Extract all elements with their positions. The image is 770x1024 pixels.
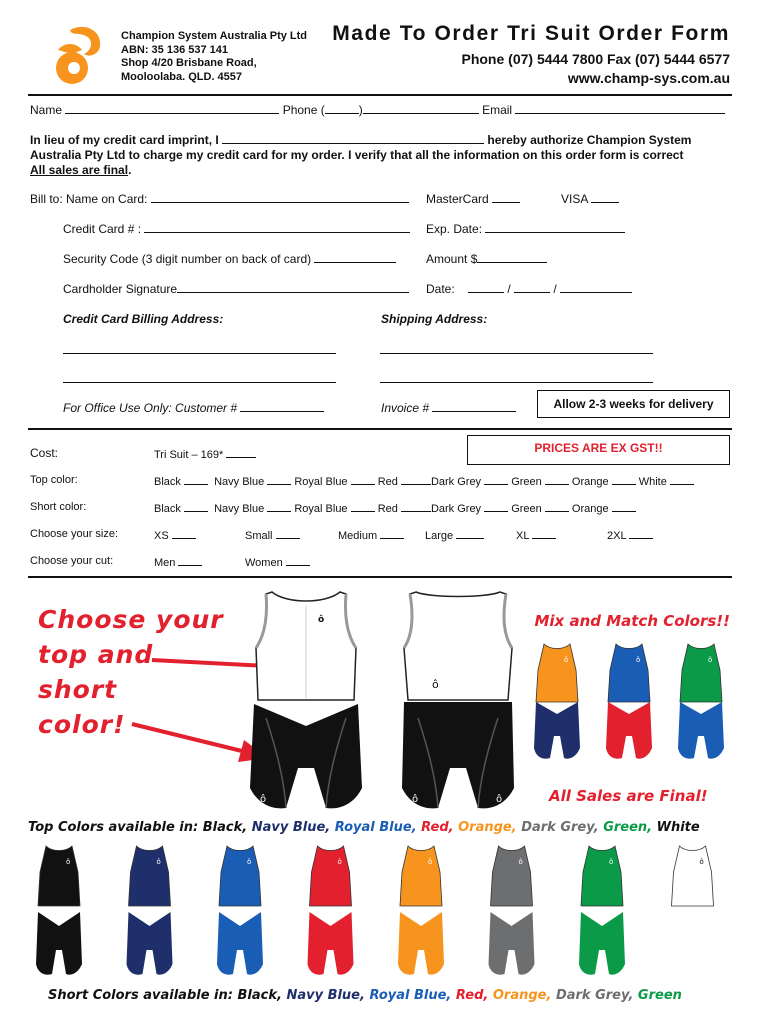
top-color-orange-label: Orange (571, 476, 609, 488)
credit-card-field[interactable] (144, 222, 410, 233)
top-color-black-field[interactable] (184, 474, 208, 485)
suit-swatch-6 (579, 846, 625, 975)
billing-address-label: Credit Card Billing Address: (63, 312, 224, 326)
tri-suit-front-image (236, 588, 376, 816)
suit-swatch-1 (127, 846, 173, 975)
short-color-name-3: Red, (455, 988, 493, 1003)
size-xl-label: XL (516, 530, 530, 542)
top-color-white-field[interactable] (670, 474, 694, 485)
short-color-darkgrey-field[interactable] (484, 501, 508, 512)
choose-line-1: Choose your (38, 605, 224, 634)
auth-final: All sales are final (30, 163, 129, 177)
customer-number-field[interactable] (240, 401, 324, 412)
size-xs-label: XS (154, 530, 169, 542)
short-color-royal-field[interactable] (351, 501, 375, 512)
cut-women-field[interactable] (286, 555, 310, 566)
size-small-label: Small (245, 530, 273, 542)
size-xs-field[interactable] (172, 528, 196, 539)
phone-number-field[interactable] (363, 103, 479, 114)
short-color-navy-field[interactable] (267, 501, 291, 512)
name-field[interactable] (65, 103, 279, 114)
mastercard-label: MasterCard (426, 192, 489, 206)
choose-line-3: short (38, 675, 118, 704)
exp-date-label: Exp. Date: (426, 222, 483, 236)
suit-swatch-4 (398, 846, 444, 975)
bottom-divider (28, 576, 732, 578)
size-small-field[interactable] (276, 528, 300, 539)
short-color-red-label: Red (377, 503, 398, 515)
short-color-green-field[interactable] (545, 501, 569, 512)
svg-text:ô: ô (247, 858, 252, 866)
invoice-label: Invoice # (381, 401, 430, 415)
invoice-field[interactable] (432, 401, 516, 412)
auth-prefix: In lieu of my credit card imprint, I (30, 133, 219, 147)
date-year-field[interactable] (560, 282, 632, 293)
svg-text:ô: ô (412, 794, 419, 805)
security-code-label: Security Code (3 digit number on back of card) (63, 252, 312, 266)
short-colors-list (237, 988, 681, 1003)
top-color-name-6: Green, (603, 820, 657, 835)
tri-suit-price: Tri Suit – 169* (154, 449, 224, 461)
short-color-orange-label: Orange (571, 503, 609, 515)
header-divider (28, 94, 732, 96)
date-sep-1: / (507, 282, 511, 296)
signature-field[interactable] (177, 282, 409, 293)
short-color-name-2: Royal Blue, (369, 988, 456, 1003)
top-color-name-5: Dark Grey, (521, 820, 604, 835)
suit-swatch-7 (672, 846, 714, 906)
top-color-name-1: Navy Blue, (251, 820, 335, 835)
suit-swatch-2 (217, 846, 263, 975)
svg-text:ô: ô (699, 858, 704, 866)
top-color-orange-field[interactable] (612, 474, 636, 485)
short-colors-available (48, 988, 682, 1003)
short-color-orange-field[interactable] (612, 501, 636, 512)
svg-text:ô: ô (66, 858, 71, 866)
size-large-label: Large (425, 530, 454, 542)
top-color-name-4: Orange, (458, 820, 522, 835)
signature-label: Cardholder Signature (63, 282, 178, 296)
phone-paren: ) (358, 103, 363, 117)
svg-text:ô: ô (318, 615, 325, 625)
amount-label: Amount $ (426, 252, 478, 266)
short-color-label: Short color: (30, 501, 87, 513)
svg-text:ô: ô (708, 656, 713, 664)
short-color-navy-label: Navy Blue (214, 503, 265, 515)
prices-note-box (467, 435, 730, 465)
size-medium-label: Medium (338, 530, 378, 542)
top-color-label: Top color: (30, 474, 78, 486)
delivery-note: Allow 2-3 weeks for delivery (553, 397, 714, 411)
size-medium-field[interactable] (380, 528, 404, 539)
top-color-navy-field[interactable] (267, 474, 291, 485)
all-sales-final-text: All Sales are Final! (549, 787, 708, 805)
top-color-swatches (28, 842, 740, 982)
top-color-royal-label: Royal Blue (294, 476, 348, 488)
suit-swatch-3 (308, 846, 354, 975)
top-color-darkgrey-label: Dark Grey (430, 476, 482, 488)
name-on-card-field[interactable] (151, 192, 409, 203)
size-large-field[interactable] (456, 528, 484, 539)
contact-website: www.champ-sys.com.au (567, 70, 730, 86)
date-label: Date: (426, 282, 455, 296)
company-name: Champion System Australia Pty Ltd (121, 30, 308, 42)
email-field[interactable] (515, 103, 725, 114)
shipping-address-line1[interactable] (380, 353, 653, 354)
shipping-address-line2[interactable] (380, 382, 653, 383)
short-color-name-0: Black, (237, 988, 287, 1003)
cut-men-field[interactable] (178, 555, 202, 566)
svg-text:ô: ô (337, 858, 342, 866)
name-label: Name (30, 103, 63, 117)
billing-address-line2[interactable] (63, 382, 336, 383)
top-color-options (154, 474, 694, 488)
tri-suit-qty-field[interactable] (226, 447, 256, 458)
svg-text:ô: ô (564, 656, 569, 664)
suit-swatch-0 (36, 846, 82, 975)
top-color-green-field[interactable] (545, 474, 569, 485)
mastercard-checkbox[interactable] (492, 192, 520, 203)
top-color-white-label: White (638, 476, 667, 488)
email-label: Email (482, 103, 513, 117)
top-color-name-3: Red, (421, 820, 459, 835)
phone-label: Phone ( (282, 103, 325, 117)
cut-men-label: Men (154, 557, 176, 569)
delivery-note-box (537, 390, 730, 418)
short-color-red-field[interactable] (401, 501, 431, 512)
short-color-name-1: Navy Blue, (286, 988, 370, 1003)
exp-date-field[interactable] (485, 222, 625, 233)
top-color-name-2: Royal Blue, (334, 820, 422, 835)
prices-note: PRICES ARE EX GST!! (534, 441, 663, 455)
form-title: Made To Order Tri Suit Order Form (332, 22, 730, 45)
svg-text:ô: ô (428, 858, 433, 866)
amount-field[interactable] (477, 252, 547, 263)
top-color-darkgrey-field[interactable] (484, 474, 508, 485)
svg-text:ô: ô (636, 656, 641, 664)
top-color-red-field[interactable] (401, 474, 431, 485)
short-color-options (154, 501, 636, 515)
svg-text:ô: ô (432, 678, 439, 691)
top-colors-prefix: Top Colors available in: (28, 820, 199, 835)
visa-label: VISA (561, 192, 588, 206)
auth-line2: Australia Pty Ltd to charge my credit card for my order. I verify that all the information on this order form is correct (30, 148, 684, 162)
size-2xl-label: 2XL (607, 530, 627, 542)
contact-phone-fax: Phone (07) 5444 7800 Fax (07) 5444 6577 (461, 51, 730, 67)
short-colors-prefix: Short Colors available in: (48, 988, 233, 1003)
bill-to-label: Bill to: Name on Card: (30, 192, 148, 206)
company-address-line2: Mooloolaba. QLD. 4557 (121, 70, 243, 83)
svg-text:ô: ô (518, 858, 523, 866)
top-color-black-label: Black (154, 476, 181, 488)
office-use-label: For Office Use Only: Customer # (63, 401, 238, 415)
short-color-royal-label: Royal Blue (294, 503, 348, 515)
credit-card-label: Credit Card # : (63, 222, 142, 236)
auth-final-period: . (128, 163, 132, 177)
top-colors-available (28, 820, 700, 835)
top-color-navy-label: Navy Blue (214, 476, 265, 488)
short-color-green-label: Green (511, 503, 542, 515)
company-logo (50, 24, 108, 86)
visa-checkbox[interactable] (591, 192, 619, 203)
suit-swatch-5 (489, 846, 535, 975)
auth-suffix: hereby authorize Champion System (487, 133, 692, 147)
short-color-name-6: Green (637, 988, 682, 1003)
top-color-royal-field[interactable] (351, 474, 375, 485)
cost-label: Cost: (30, 446, 59, 460)
svg-text:ô: ô (156, 858, 161, 866)
security-code-field[interactable] (314, 252, 396, 263)
company-abn: ABN: 35 136 537 141 (121, 43, 229, 56)
size-xl-field[interactable] (532, 528, 556, 539)
choose-line-2: top and (38, 640, 154, 669)
short-color-black-label: Black (154, 503, 181, 515)
size-label: Choose your size: (30, 528, 119, 540)
mid-divider (28, 428, 732, 430)
cut-label: Choose your cut: (30, 555, 114, 567)
date-month-field[interactable] (514, 282, 550, 293)
short-color-name-4: Orange, (492, 988, 556, 1003)
phone-area-code-field[interactable] (325, 103, 359, 114)
company-address-line1: Shop 4/20 Brisbane Road, (121, 57, 257, 69)
size-2xl-field[interactable] (629, 528, 653, 539)
date-sep-2: / (553, 282, 557, 296)
top-color-name-0: Black, (202, 820, 252, 835)
short-color-black-field[interactable] (184, 501, 208, 512)
billing-address-line1[interactable] (63, 353, 336, 354)
shipping-address-label: Shipping Address: (381, 312, 488, 326)
svg-text:ô: ô (260, 794, 267, 805)
mix-match-text: Mix and Match Colors!! (534, 612, 730, 630)
top-colors-list (203, 820, 700, 835)
choose-line-4: color! (38, 710, 126, 739)
tri-suit-back-image (388, 588, 528, 816)
svg-text:ô: ô (609, 858, 614, 866)
short-color-name-5: Dark Grey, (555, 988, 638, 1003)
short-color-darkgrey-label: Dark Grey (430, 503, 482, 515)
top-color-red-label: Red (377, 476, 398, 488)
svg-text:ô: ô (496, 794, 503, 805)
auth-name-field[interactable] (222, 133, 484, 144)
mix-match-suits-image (532, 640, 732, 770)
date-day-field[interactable] (468, 282, 504, 293)
top-color-green-label: Green (511, 476, 542, 488)
top-color-name-7: White (656, 820, 700, 835)
cut-women-label: Women (245, 557, 283, 569)
